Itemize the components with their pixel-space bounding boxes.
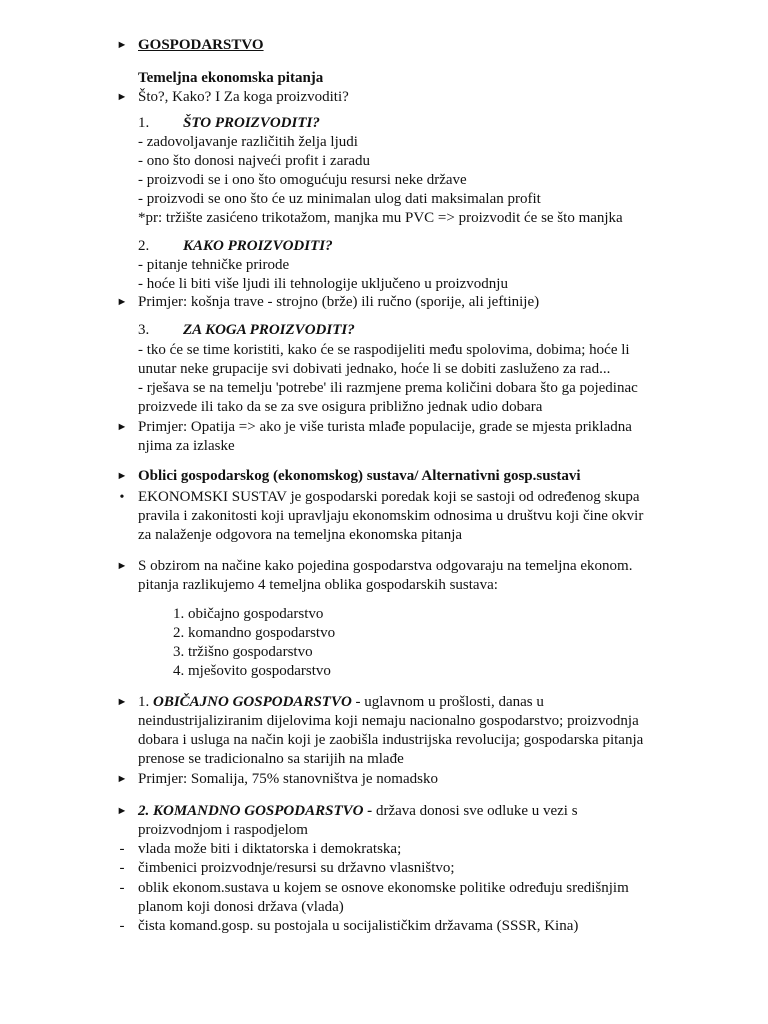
triangle-bullet-icon: ► bbox=[116, 696, 128, 708]
q2-line: - pitanje tehničke prirode bbox=[138, 257, 290, 273]
system-list-item: 2. komandno gospodarstvo bbox=[173, 625, 336, 641]
round-bullet-icon: • bbox=[119, 490, 125, 505]
dash-item-text: vlada može biti i diktatorska i demokratska; bbox=[138, 841, 402, 857]
q3-number: 3. bbox=[138, 322, 150, 338]
q3-title: ZA KOGA PROIZVODITI? bbox=[183, 322, 355, 338]
q1-example-note: *pr: tržište zasićeno trikotažom, manjka mu PVC => proizvodit će se što manjka bbox=[138, 210, 623, 226]
system-list-item: 3. tržišno gospodarstvo bbox=[173, 644, 313, 660]
definition-line: pravila i zakonitosti koji upravljaju ekonomskim odnosima u društvu koji čine okvir bbox=[138, 508, 644, 524]
triangle-bullet-icon: ► bbox=[116, 421, 128, 433]
obicajno-title: OBIČAJNO GOSPODARSTVO bbox=[153, 694, 352, 710]
oblici-heading: Oblici gospodarskog (ekonomskog) sustava/ Alternativni gosp.sustavi bbox=[138, 468, 581, 484]
komandno-text: država donosi sve odluke u vezi s bbox=[372, 803, 578, 819]
q3-line: - tko će se time koristiti, kako će se raspodijeliti među spolovima, dobima; hoće li bbox=[138, 342, 630, 358]
triangle-bullet-icon: ► bbox=[116, 560, 128, 572]
dash-bullet-icon: - bbox=[119, 841, 125, 857]
intro-row bbox=[116, 557, 678, 576]
triangle-bullet-icon: ► bbox=[116, 773, 128, 785]
intro-line: S obzirom na načine kako pojedina gospodarstva odgovaraju na temeljna ekonom. bbox=[138, 558, 633, 574]
obicajno-line: dobara i usluga na način koji je zaobišla industrijska revolucija; gospodarska pitanja bbox=[138, 732, 644, 748]
q1-heading bbox=[138, 114, 678, 133]
document-title: GOSPODARSTVO bbox=[138, 37, 264, 53]
q3-line: proizvede ili tako da se za sve osigura približno jednak udio dobara bbox=[138, 399, 543, 415]
questions-text: Što?, Kako? I Za koga proizvoditi? bbox=[138, 89, 349, 105]
dash-item-cont: planom koji donosi država (vlada) bbox=[138, 899, 344, 915]
section-heading: Temeljna ekonomska pitanja bbox=[138, 70, 324, 86]
q1-line: - ono što donosi najveći profit i zaradu bbox=[138, 153, 371, 169]
obicajno-row bbox=[116, 693, 678, 712]
definition-line: za nalaženje odgovora na temeljna ekonomska pitanja bbox=[138, 527, 463, 543]
q1-line: - proizvodi se ono što će uz minimalan ulog dati maksimalan profit bbox=[138, 191, 541, 207]
komandno-title: 2. KOMANDNO GOSPODARSTVO - bbox=[138, 803, 373, 819]
dash-item bbox=[119, 859, 678, 878]
dash-item bbox=[119, 917, 678, 936]
q3-heading bbox=[138, 321, 678, 340]
q2-example-row bbox=[116, 293, 678, 312]
q2-line: - hoće li biti više ljudi ili tehnologije uključeno u proizvodnju bbox=[138, 276, 508, 292]
q3-example-cont: njima za izlaske bbox=[138, 438, 235, 454]
triangle-bullet-icon: ► bbox=[116, 296, 128, 308]
q3-line: unutar neke grupacije svi dobivati jednako, hoće li se dobiti zasluženo za rad... bbox=[138, 361, 611, 377]
dash-item bbox=[119, 840, 678, 859]
triangle-bullet-icon: ► bbox=[116, 805, 128, 817]
q1-title: ŠTO PROIZVODITI? bbox=[183, 115, 320, 131]
dash-item-text: čimbenici proizvodnje/resursi su državno vlasništvo; bbox=[138, 860, 455, 876]
obicajno-example-row bbox=[116, 770, 678, 789]
obicajno-line: neindustrijaliziranim dijelovima koji nemaju nacionalno gospodarstvo; proizvodnja bbox=[138, 713, 639, 729]
dash-item-text: oblik ekonom.sustava u kojem se osnove ekonomske politike određuju središnjim bbox=[138, 880, 629, 896]
obicajno-text: - uglavnom u prošlosti, danas u bbox=[351, 694, 544, 710]
q3-example: Primjer: Opatija => ako je više turista mlađe populacije, grade se mjesta prikladna bbox=[138, 419, 632, 435]
triangle-bullet-icon: ► bbox=[116, 91, 128, 103]
q3-example-row bbox=[116, 418, 678, 437]
intro-line: pitanja razlikujemo 4 temeljna oblika gospodarskih sustava: bbox=[138, 577, 498, 593]
title-row bbox=[116, 36, 678, 55]
triangle-bullet-icon: ► bbox=[116, 470, 128, 482]
komandno-row bbox=[116, 802, 678, 821]
komandno-line: proizvodnjom i raspodjelom bbox=[138, 822, 308, 838]
q3-line: - rješava se na temelju 'potrebe' ili razmjene prema količini dobara što ga pojedinac bbox=[138, 380, 638, 396]
dash-bullet-icon: - bbox=[119, 880, 125, 896]
dash-bullet-icon: - bbox=[119, 918, 125, 934]
q2-title: KAKO PROIZVODITI? bbox=[183, 238, 333, 254]
q1-line: - proizvodi se i ono što omogućuju resursi neke države bbox=[138, 172, 467, 188]
dash-item-text: čista komand.gosp. su postojala u socijalističkim državama (SSSR, Kina) bbox=[138, 918, 579, 934]
obicajno-line: prenose se tradicionalno sa starijih na mlađe bbox=[138, 751, 404, 767]
questions-row bbox=[116, 88, 678, 107]
obicajno-example: Primjer: Somalija, 75% stanovništva je nomadsko bbox=[138, 771, 438, 787]
dash-bullet-icon: - bbox=[119, 860, 125, 876]
q1-line: - zadovoljavanje različitih želja ljudi bbox=[138, 134, 358, 150]
definition-line: EKONOMSKI SUSTAV je gospodarski poredak koji se sastoji od određenog skupa bbox=[138, 489, 640, 505]
obicajno-number: 1. bbox=[138, 694, 153, 710]
q2-heading bbox=[138, 237, 678, 256]
triangle-bullet-icon: ► bbox=[116, 39, 128, 51]
system-list-item: 1. običajno gospodarstvo bbox=[173, 606, 324, 622]
q1-number: 1. bbox=[138, 115, 150, 131]
definition-row bbox=[119, 488, 678, 507]
oblici-heading-row bbox=[116, 467, 678, 486]
system-list-item: 4. mješovito gospodarstvo bbox=[173, 663, 331, 679]
q2-example: Primjer: košnja trave - strojno (brže) ili ručno (sporije, ali jeftinije) bbox=[138, 294, 540, 310]
dash-item bbox=[119, 879, 678, 898]
q2-number: 2. bbox=[138, 238, 150, 254]
